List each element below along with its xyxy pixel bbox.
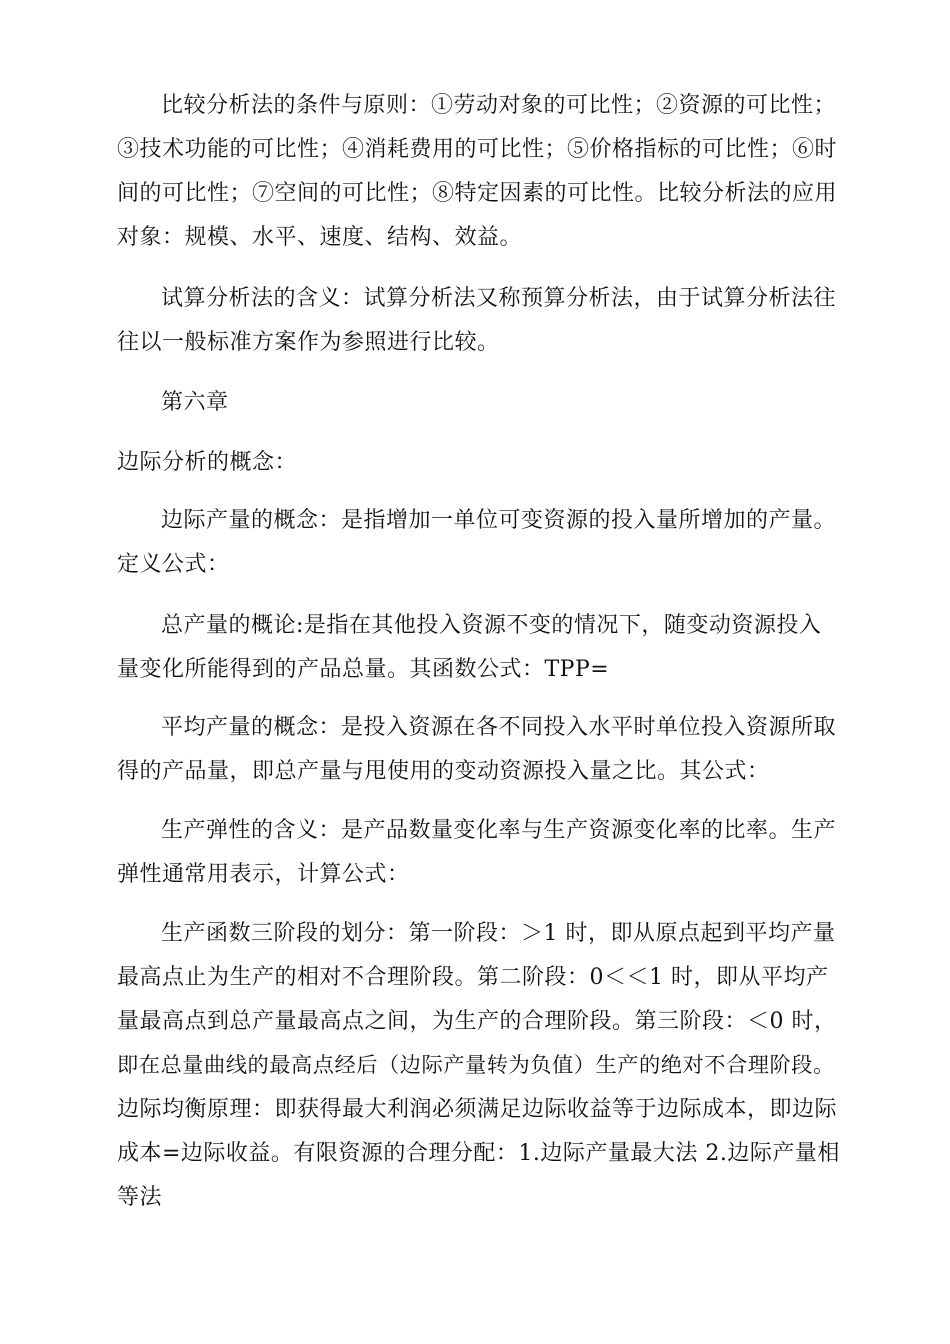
text-line: 生产函数三阶段的划分：第一阶段：＞1 时，即从原点起到平均产量: [161, 921, 836, 946]
paragraph-trial-calculation: [117, 277, 850, 365]
text-line: 试算分析法的含义：试算分析法又称预算分析法，由于试算分析法往: [161, 286, 837, 311]
text-line: 边际均衡原理：即获得最大利润必须满足边际收益等于边际成本，即边际: [117, 1097, 838, 1122]
text-line: 量最高点到总产量最高点之间，为生产的合理阶段。第三阶段：＜0 时，: [117, 1009, 837, 1034]
text-line: 总产量的概论:是指在其他投入资源不变的情况下，随变动资源投入: [161, 613, 822, 638]
text-line: 间的可比性；⑦空间的可比性；⑧特定因素的可比性。比较分析法的应用: [117, 181, 838, 206]
chapter-heading: [117, 381, 850, 425]
text-line: 比较分析法的条件与原则：①劳动对象的可比性；②资源的可比性；: [161, 93, 837, 118]
text-line: 边际分析的概念：: [117, 450, 298, 475]
paragraph-total-product: [117, 604, 850, 692]
text-line: 即在总量曲线的最高点经后（边际产量转为负值）生产的绝对不合理阶段。: [117, 1053, 835, 1078]
text-line: ③技术功能的可比性；④消耗费用的可比性；⑤价格指标的可比性；⑥时: [117, 137, 838, 162]
text-line: 最高点止为生产的相对不合理阶段。第二阶段：0＜＜1 时，即从平均产: [117, 965, 829, 990]
paragraph-production-elasticity: [117, 809, 850, 897]
text-line: 得的产品量，即总产量与甩使用的变动资源投入量之比。其公式：: [117, 759, 770, 784]
text-line: 量变化所能得到的产品总量。其函数公式：TPP=: [117, 657, 610, 682]
text-line: 成本=边际收益。有限资源的合理分配：1.边际产量最大法 2.边际产量相: [117, 1141, 840, 1166]
text-line: 往以一般标准方案作为参照进行比较。: [117, 330, 500, 355]
section-heading-marginal-analysis: [117, 441, 850, 485]
text-line: 生产弹性的含义：是产品数量变化率与生产资源变化率的比率。生产: [161, 818, 837, 843]
text-line: 第六章: [161, 390, 229, 415]
text-line: 边际产量的概念：是指增加一单位可变资源的投入量所增加的产量。: [161, 508, 837, 533]
paragraph-average-product: [117, 706, 850, 794]
text-line: 等法: [117, 1185, 163, 1210]
paragraph-comparison-conditions: [117, 84, 850, 260]
text-line: 对象：规模、水平、速度、结构、效益。: [117, 225, 523, 250]
text-line: 弹性通常用表示，计算公式：: [117, 862, 410, 887]
paragraph-marginal-product: [117, 499, 850, 587]
text-line: 平均产量的概念：是投入资源在各不同投入水平时单位投入资源所取: [161, 715, 837, 740]
text-line: 定义公式：: [117, 552, 230, 577]
paragraph-three-stages: [117, 912, 850, 1220]
